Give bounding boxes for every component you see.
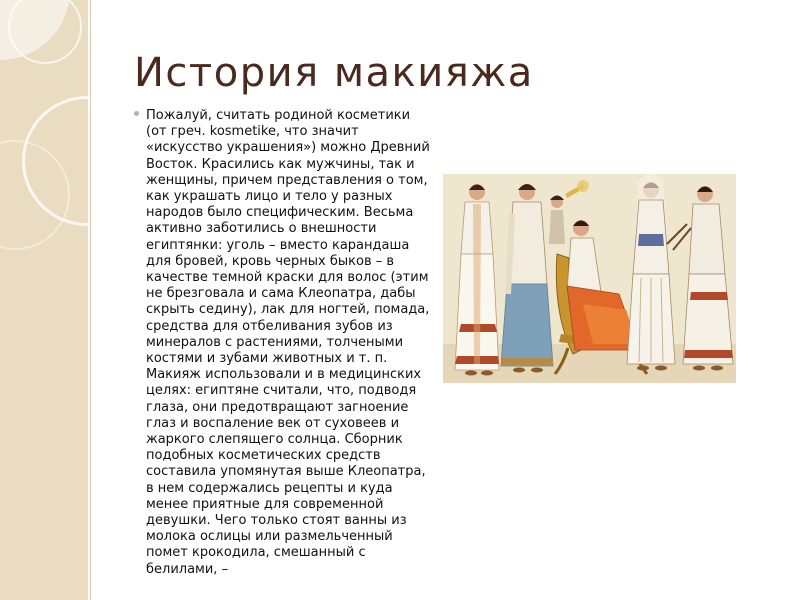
ancient-women-illustration <box>443 174 736 383</box>
sidebar-divider <box>90 0 91 600</box>
bullet-icon <box>134 111 139 116</box>
body-paragraph: Пожалуй, считать родиной косметики (от греч. kosmetike, что значит «искусство украшения») можно Древний Восток. Красились как мужчины, так и женщины, причем представления о том, как украшать лицо и тело у разных народов было специфическим. Весьма активно заботились о внешности египтянки: уголь – вместо карандаша для бровей, кровь черных быков – в качестве темной краски для волос (этим не брезговала и сама Клеопатра, дабы скрыть седину), лак для ногтей, помада, средства для отбеливания зубов из минералов с растениями, толчеными костями и зубами животных и т. п. Макияж использовали и в медицинских целях: египтяне считали, что, подводя глаза, они предотвращают загноение глаз и воспаление век от суховеев и жаркого слепящего солнца. Сборник подобных косметических средств составила упомянутая выше Клеопатра, в нем содержались рецепты и куда менее приятные для современной девушки. Чего только стоят ванны из молока ослицы или размельченный помет крокодила, смешанный с белилами, – <box>146 108 430 577</box>
slide-title: История макияжа <box>134 50 534 96</box>
slide-content <box>134 108 434 578</box>
decorative-sidebar <box>0 0 88 600</box>
